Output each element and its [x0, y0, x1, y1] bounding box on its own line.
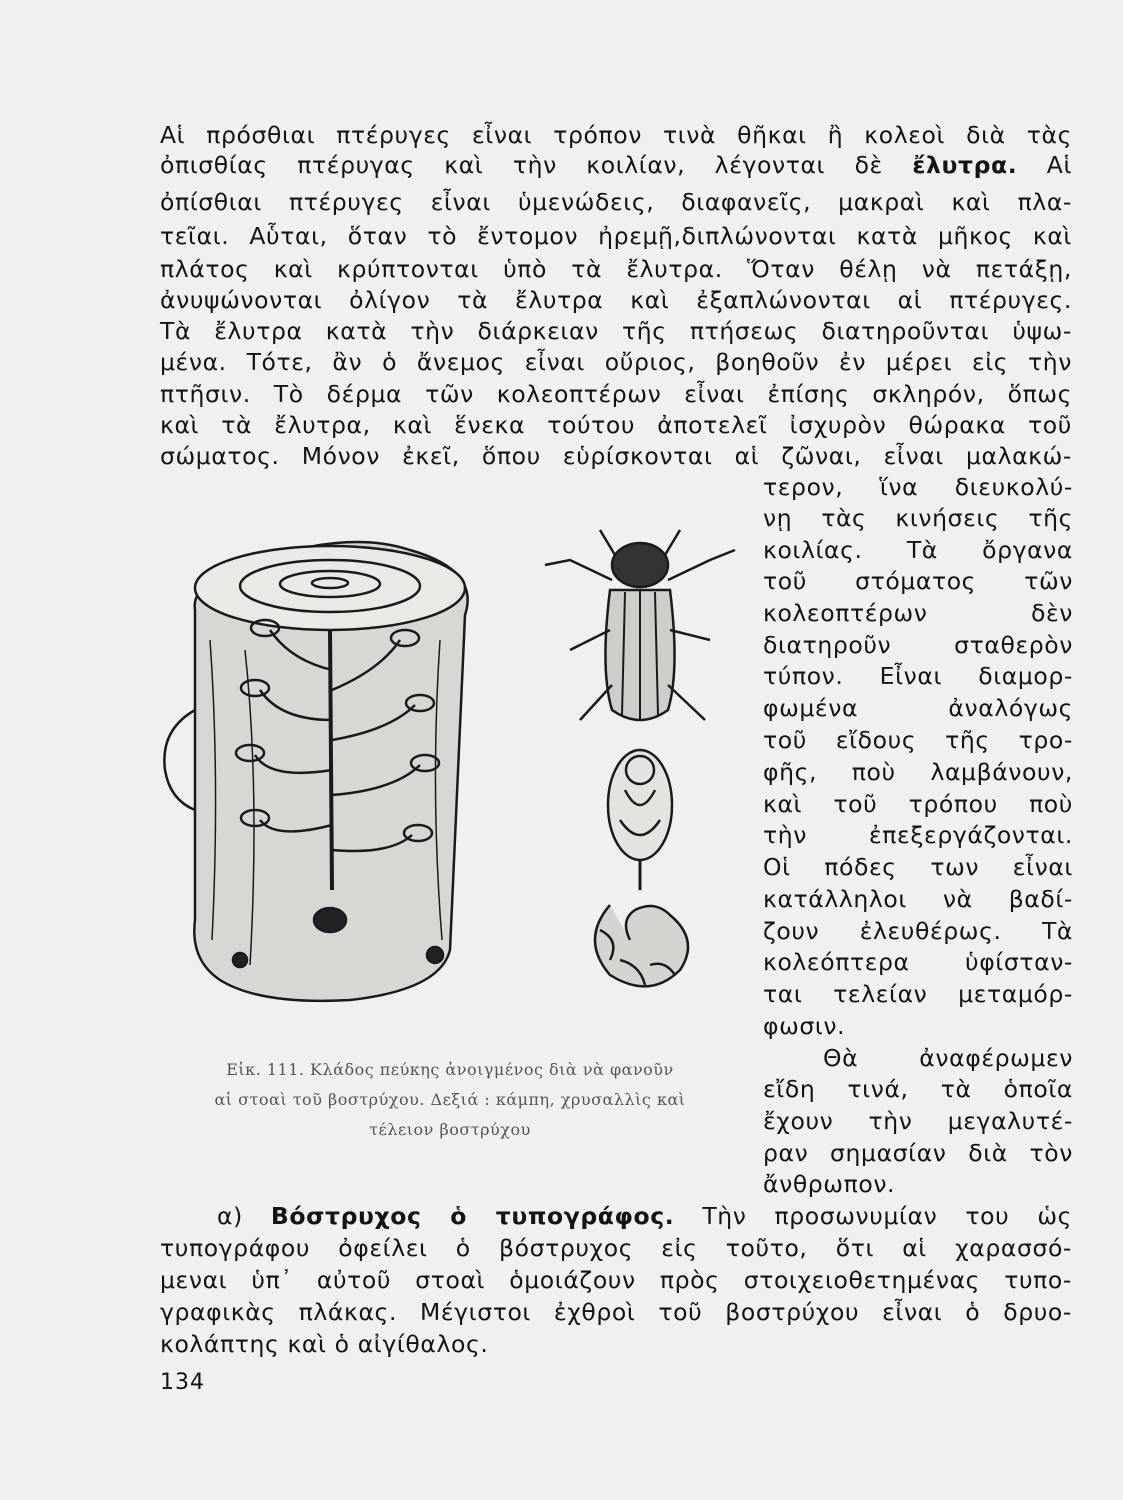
page-number: 134: [160, 1370, 205, 1395]
text-line: πτῆσιν. Τὸ δέρμα τῶν κολεοπτέρων εἶναι ἐπίσης σκληρόν, ὅπως: [160, 380, 1072, 408]
text-line: κολεοπτέρων δὲν: [763, 599, 1073, 627]
text-line: γραφικὰς πλάκας. Μέγιστοι ἐχθροὶ τοῦ βοστρύχου εἶναι ὁ δρυο-: [160, 1298, 1072, 1326]
text-line: σώματος. Μόνον ἐκεῖ, ὅπου εὑρίσκονται αἱ ζῶναι, εἶναι μαλακώ-: [160, 442, 1072, 470]
text-line: κολεόπτερα ὑφίσταν-: [763, 948, 1073, 976]
text-line: ἔχουν τὴν μεγαλυτέ-: [763, 1107, 1073, 1135]
text-line: ζουν ἐλευθέρως. Τὰ: [763, 917, 1073, 945]
text-line: ὀπίσθιαι πτέρυγες εἶναι ὑμενώδεις, διαφανεῖς, μακραὶ καὶ πλα-: [160, 188, 1072, 216]
text-run: Τὴν προσωνυμίαν του ὡς: [702, 1202, 1072, 1230]
text-line: νῃ τὰς κινήσεις τῆς: [763, 504, 1073, 532]
text-line: ἀνυψώνονται ὀλίγον τὰ ἔλυτρα καὶ ἐξαπλώνονται αἱ πτέρυγες.: [160, 286, 1072, 314]
text-line: τερον, ἵνα διευκολύ-: [763, 473, 1073, 501]
text-line: κοιλίας. Τὰ ὄργανα: [763, 536, 1073, 564]
text-line: τὴν ἐπεξεργάζονται.: [763, 821, 1073, 849]
text-line: κατάλληλοι νὰ βαδί-: [763, 885, 1073, 913]
text-line: Τὰ ἔλυτρα κατὰ τὴν διάρκειαν τῆς πτήσεως διατηροῦνται ὑψω-: [160, 317, 1072, 345]
bold-term-bostrychus: Βόστρυχος ὁ τυπογράφος.: [270, 1202, 675, 1230]
figure-caption-line: τέλειον βοστρύχου: [369, 1120, 531, 1139]
text-line: τοῦ εἴδους τῆς τρο-: [763, 726, 1073, 754]
text-line: καὶ τοῦ τρόπου ποὺ: [763, 790, 1073, 818]
text-line: [217, 1201, 1072, 1231]
text-line: διατηροῦν σταθερὸν: [763, 631, 1073, 659]
text-line: Θὰ ἀναφέρωμεν: [823, 1044, 1073, 1072]
text-line: μένα. Τότε, ἂν ὁ ἄνεμος εἶναι οὔριος, βοηθοῦν ἐν μέρει εἰς τὴν: [160, 348, 1072, 376]
text-line: τεῖαι. Αὗται, ὅταν τὸ ἔντομον ἠρεμῇ,διπλώνονται κατὰ μῆκος καὶ: [160, 222, 1072, 250]
text-line: κολάπτης καὶ ὁ αἰγίθαλος.: [160, 1330, 489, 1358]
bold-term-elytra: ἔλυτρα.: [912, 151, 1018, 179]
text-line: ραν σημασίαν διὰ τὸν: [763, 1139, 1073, 1167]
text-line: τοῦ στόματος τῶν: [763, 567, 1073, 595]
text-line: φωμένα ἀναλόγως: [763, 694, 1073, 722]
text-line: Αἱ πρόσθιαι πτέρυγες εἶναι τρόπον τινὰ θῆκαι ἢ κολεοὶ διὰ τὰς: [160, 121, 1072, 149]
text-line: εἴδη τινά, τὰ ὁποῖα: [763, 1075, 1073, 1103]
beetle-larva-pupa-adult-illustration-icon: [540, 520, 740, 1020]
text-line: ται τελείαν μεταμόρ-: [763, 980, 1073, 1008]
text-line: τύπον. Εἶναι διαμορ-: [763, 662, 1073, 690]
text-run: ὀπισθίας πτέρυγας καὶ τὴν κοιλίαν, λέγονται δὲ: [160, 151, 883, 179]
figure-caption-line: αἱ στοαὶ τοῦ βοστρύχου. Δεξιά : κάμπη, χρυσαλλὶς καὶ: [214, 1090, 686, 1109]
text-line: πλάτος καὶ κρύπτονται ὑπὸ τὰ ἔλυτρα. Ὅταν θέλῃ νὰ πετάξῃ,: [160, 255, 1072, 283]
text-run: Αἱ: [1046, 151, 1072, 179]
text-run: α): [217, 1202, 243, 1230]
text-line: [160, 150, 1072, 180]
figure-111: [150, 520, 750, 1050]
text-line: φωσιν.: [763, 1012, 846, 1040]
figure-caption-line: Εἰκ. 111. Κλάδος πεύκης ἀνοιγμένος διὰ νὰ φανοῦν: [226, 1060, 674, 1079]
text-line: μεναι ὑπ᾽ αὐτοῦ στοαὶ ὁμοιάζουν πρὸς στοιχειοθετημένας τυπο-: [160, 1266, 1072, 1294]
text-line: Οἱ πόδες των εἶναι: [763, 853, 1073, 881]
text-line: φῆς, ποὺ λαμβάνουν,: [763, 758, 1073, 786]
text-line: ἄνθρωπον.: [763, 1170, 896, 1198]
text-line: καὶ τὰ ἔλυτρα, καὶ ἕνεκα τούτου ἀποτελεῖ ἰσχυρὸν θώρακα τοῦ: [160, 411, 1072, 439]
text-line: τυπογράφου ὀφείλει ὁ βόστρυχος εἰς τοῦτο, ὅτι αἱ χαρασσό-: [160, 1234, 1072, 1262]
